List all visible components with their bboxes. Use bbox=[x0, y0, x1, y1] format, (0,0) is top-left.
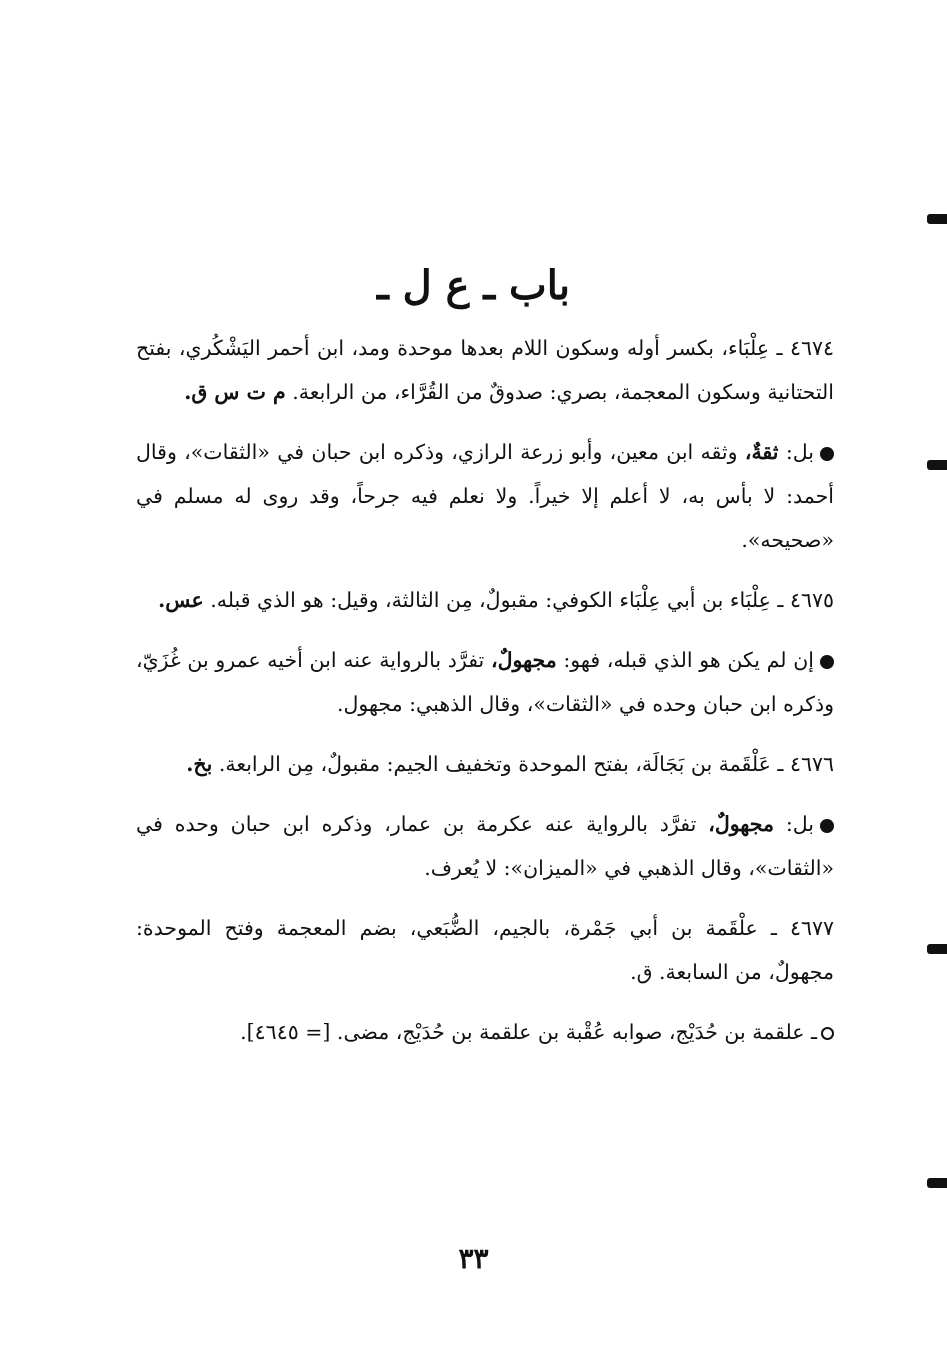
commentary-verdict: ثقةٌ، bbox=[744, 440, 779, 464]
entries-body bbox=[136, 326, 834, 1070]
commentary-verdict: مجهولٌ، bbox=[708, 812, 774, 836]
commentary-lead: بل: bbox=[785, 812, 814, 836]
entry-sigla: م ت س ق. bbox=[184, 380, 286, 404]
page-number: ٣٣ bbox=[458, 1242, 489, 1275]
commentary-lead: إن لم يكن هو الذي قبله، فهو: bbox=[563, 648, 814, 672]
commentary-verdict: مجهولٌ، bbox=[490, 648, 557, 672]
entry-4676 bbox=[136, 742, 834, 786]
scan-edge-mark bbox=[927, 460, 947, 470]
commentary-lead: بل: bbox=[785, 440, 814, 464]
scan-edge-mark bbox=[927, 944, 947, 954]
entry-cross-reference bbox=[136, 1010, 834, 1054]
entry-text: ٤٦٧٧ ـ علْقَمة بن أبي جَمْرة، بالجيم، الضُّبَعي، بضم المعجمة وفتح الموحدة: مجهولٌ، من السابعة. ق. bbox=[136, 916, 834, 984]
entry-sigla: بخ. bbox=[186, 752, 213, 776]
commentary-4675 bbox=[136, 638, 834, 726]
entry-4677 bbox=[136, 906, 834, 994]
commentary-text: تفرَّد بالرواية عنه ابن أخيه عمرو بن غُزَيّ، وذكره ابن حبان وحده في «الثقات»، وقال الذهبي: مجهول. bbox=[136, 648, 834, 716]
entry-sigla: عس. bbox=[158, 588, 204, 612]
commentary-4674 bbox=[136, 430, 834, 562]
bullet-icon bbox=[820, 655, 834, 669]
scan-edge-mark bbox=[927, 1178, 947, 1188]
bullet-icon bbox=[820, 819, 834, 833]
chapter-heading: باب ـ ع ل ـ bbox=[376, 262, 571, 309]
entry-text: ٤٦٧٥ ـ عِلْبَاء بن أبي عِلْبَاء الكوفي: مقبولٌ، مِن الثالثة، وقيل: هو الذي قبله. bbox=[210, 588, 834, 612]
bullet-icon bbox=[820, 447, 834, 461]
commentary-text: وثقه ابن معين، وأبو زرعة الرازي، وذكره ابن حبان في «الثقات»، وقال أحمد: لا بأس به، لا أعلم إلا خيراً. ولا نعلم فيه جرحاً، وقد روى له مسلم في «صحيحه». bbox=[136, 440, 834, 552]
commentary-text: تفرَّد بالرواية عنه عكرمة بن عمار، وذكره ابن حبان وحده في «الثقات»، وقال الذهبي في «الميزان»: لا يُعرف. bbox=[136, 812, 834, 880]
scan-edge-mark bbox=[927, 214, 947, 224]
entry-text: ٤٦٧٤ ـ عِلْبَاء، بكسر أوله وسكون اللام بعدها موحدة ومد، ابن أحمر اليَشْكُري، بفتح التحتانية وسكون المعجمة، بصري: صدوقٌ من القُرَّاء، من الرابعة. bbox=[136, 336, 834, 404]
entry-text: ـ علقمة بن حُدَيْج، صوابه عُقْبة بن علقمة بن حُدَيْج، مضى. [= ٤٦٤٥]. bbox=[240, 1020, 817, 1044]
entry-4675 bbox=[136, 578, 834, 622]
circle-icon bbox=[821, 1027, 834, 1040]
entry-4674 bbox=[136, 326, 834, 414]
commentary-4676 bbox=[136, 802, 834, 890]
entry-text: ٤٦٧٦ ـ عَلْقَمة بن بَجَالَة، بفتح الموحدة وتخفيف الجيم: مقبولٌ، مِن الرابعة. bbox=[218, 752, 834, 776]
